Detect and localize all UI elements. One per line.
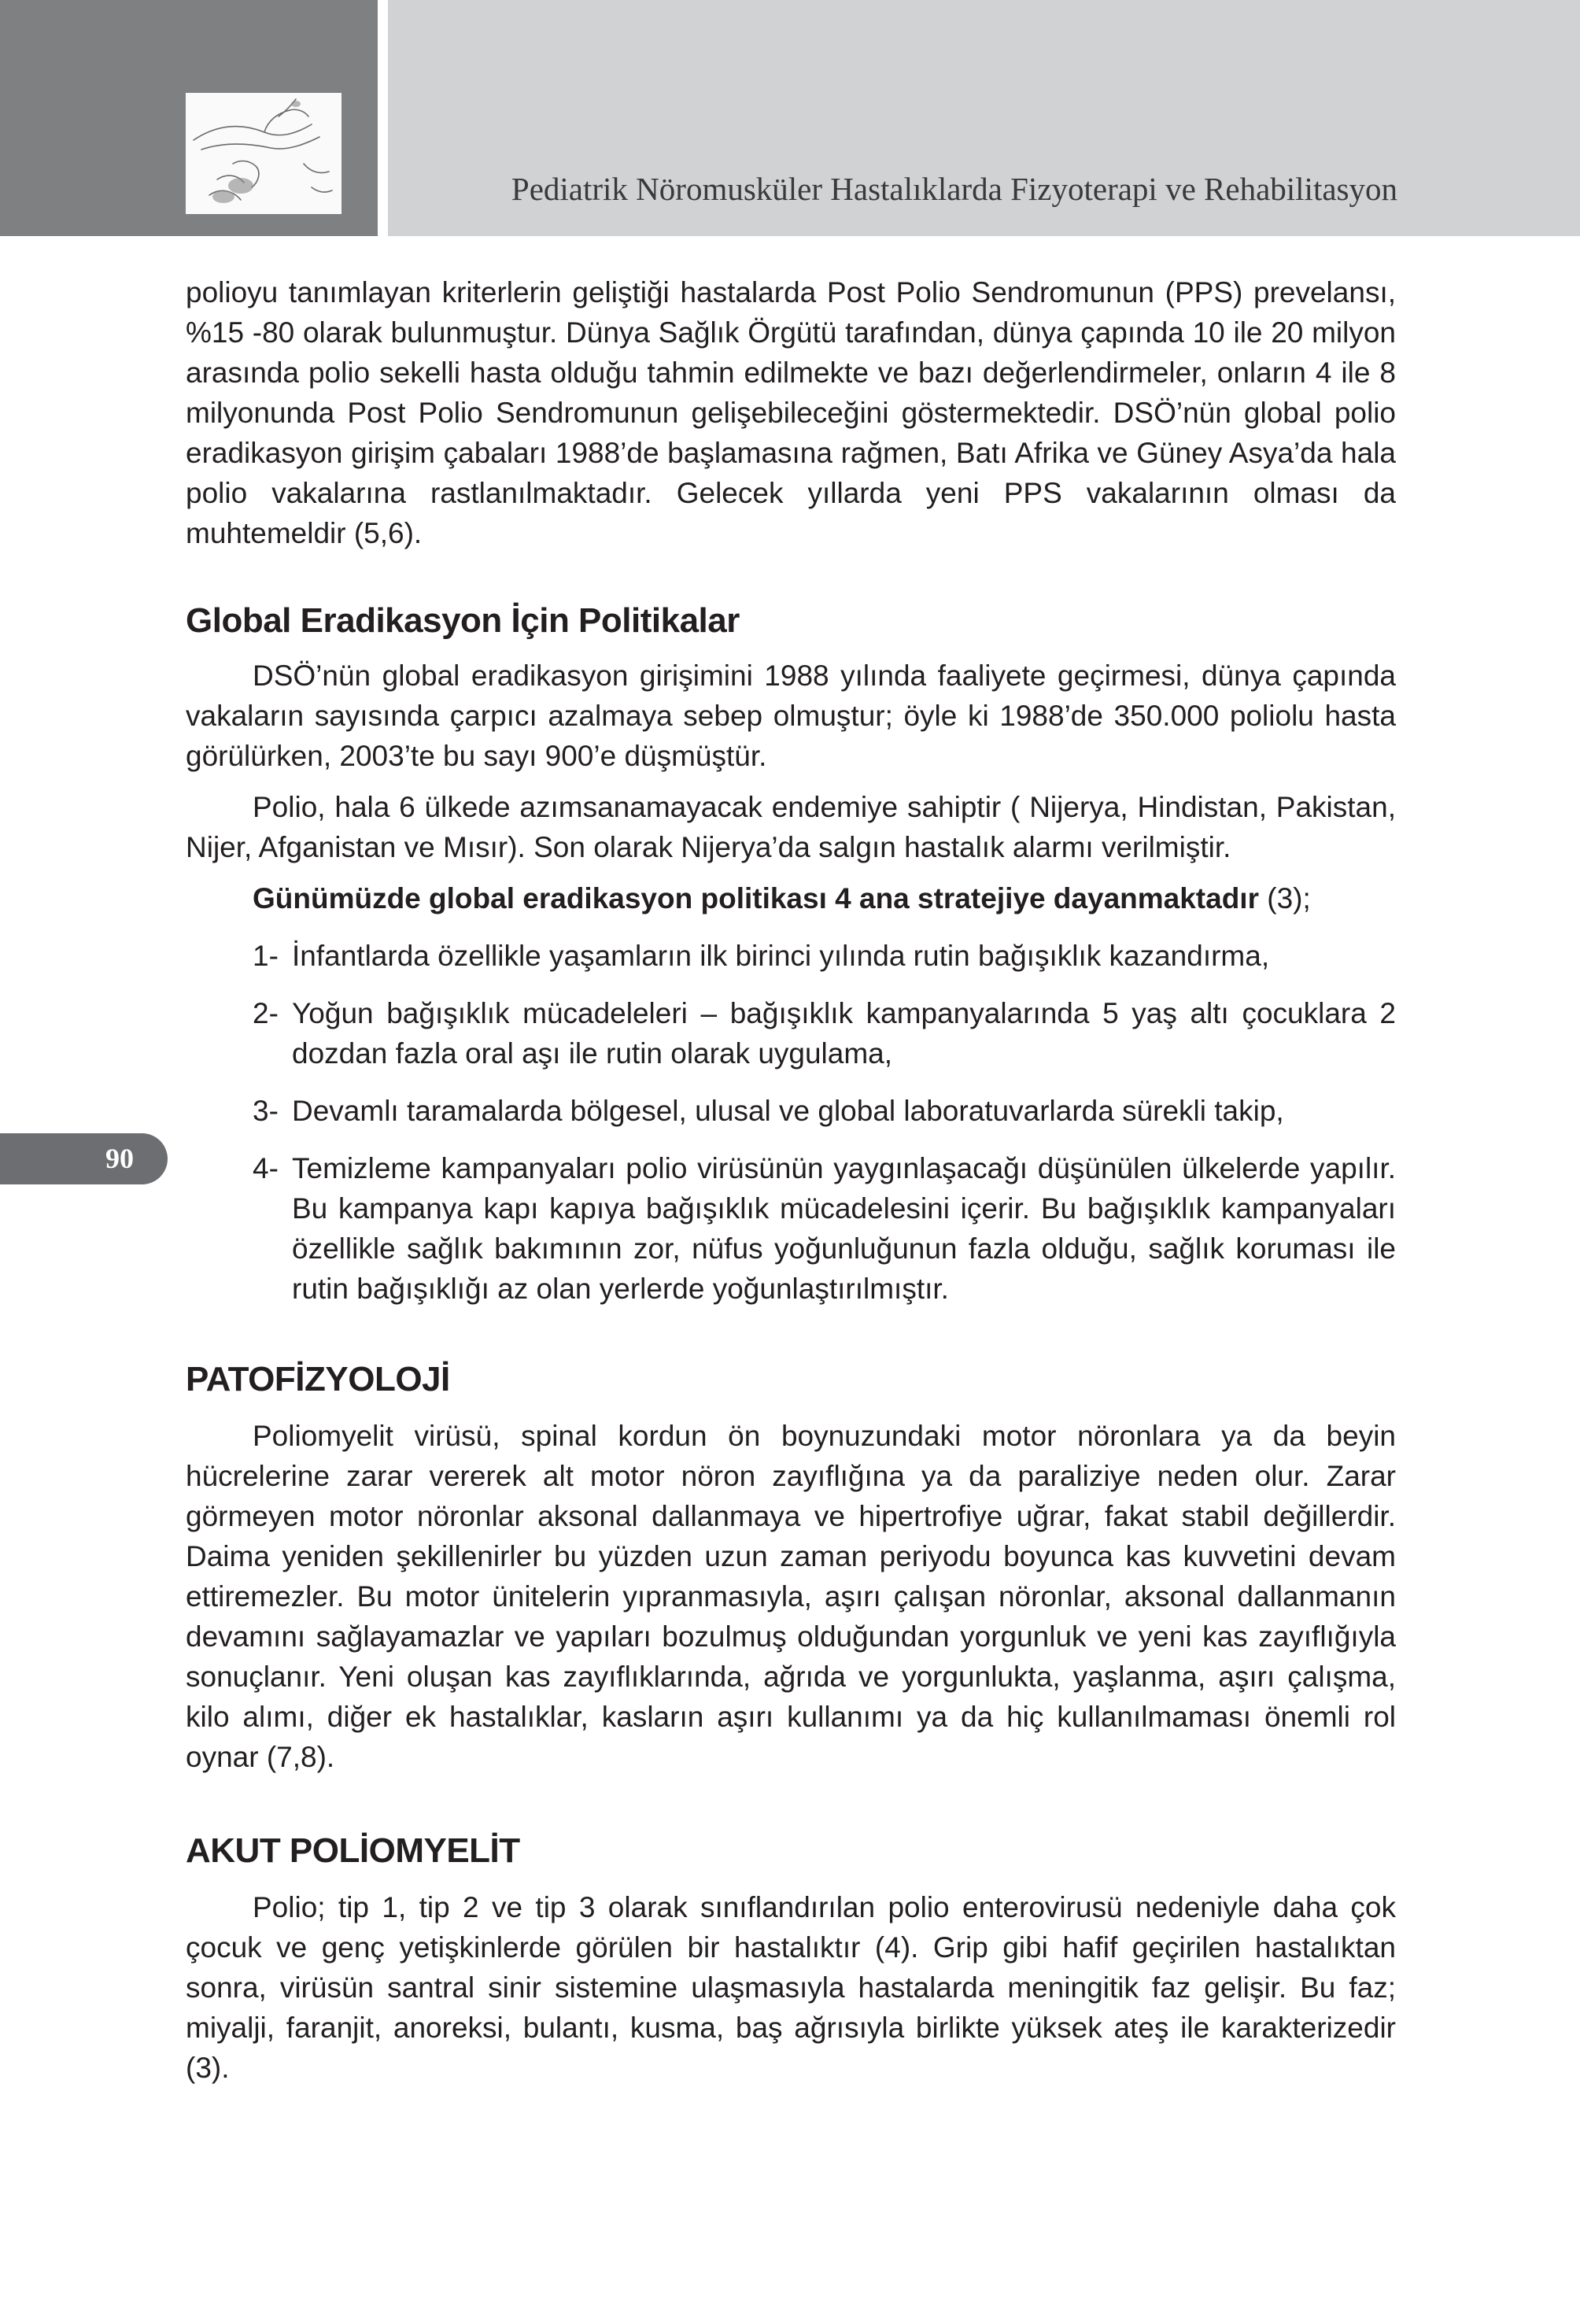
book-title: Pediatrik Nöromusküler Hastalıklarda Fizyoterapi ve Rehabilitasyon [511,171,1397,207]
acute-poliomyelitis-paragraph: Polio; tip 1, tip 2 ve tip 3 olarak sınıflandırılan polio enterovirusü nedeniyle daha çok çocuk ve genç yetişkinlerde görülen bir hastalıktır (4). Grip gibi hafif geçirilen hastalıktan sonra, virüsün santral sinir sistemine ulaşmasıyla hastalarda meningitik faz gelişir. Bu faz; miyalji, faranjit, anoreksi, bulantı, kusma, baş ağrısıyla birlikte yüksek ateş ile karakterizedir (3). [186,1891,1396,2084]
pathophysiology-paragraph: Poliomyelit virüsü, spinal kordun ön boynuzundaki motor nöronlara ya da beyin hücrelerine zarar vererek alt motor nöron zayıflığına ya da paraliziye neden olur. Zarar görmeyen motor nöronlar aksonal dallanmaya ve hipertrofiye uğrar, fakat stabil değillerdir. Daima yeniden şekillenirler bu yüzden uzun zaman periyodu boyunca kas kuvvetini devam ettiremezler. Bu motor ünitelerin yıpranmasıyla, aşırı çalışan nöronlar, aksonal dallanmanın devamını sağlayamazlar ve yapıları bozulmuş olduğundan yorgunluk ve yeni kas zayıflığıyla sonuçlanır. Yeni oluşan kas zayıflıklarında, ağrıda ve yorgunlukta, yaşlanma, aşırı çalışma, kilo alımı, diğer ek hastalıklar, kasların aşırı kullanımı ya da hiç kullanılmaması önemli rol oynar (7,8). [186,1420,1396,1773]
page-number-tab [0,1133,168,1184]
section-heading-pathophysiology: PATOFİZYOLOJİ [186,1360,450,1398]
hand-sketch-icon [186,93,341,214]
list-item [186,993,1396,1073]
strategy-lead [186,878,1396,918]
strategy-list [186,936,1396,1309]
intro-paragraph: polioyu tanımlayan kriterlerin geliştiği hastalarda Post Polio Sendromunun (PPS) prevelansı, %15 -80 olarak bulunmuştur. Dünya Sağlık Örgütü tarafından, dünya çapında 10 ile 20 milyon arasında polio sekelli hasta olduğu tahmin edilmekte ve bazı değerlendirmeler, onların 4 ile 8 milyonunda Post Polio Sendromunun gelişebileceğini göstermektedir. DSÖ’nün global polio eradikasyon girişim çabaları 1988’de başlamasına rağmen, Batı Afrika ve Güney Asya’da hala polio vakalarına rastlanılmaktadır. Gelecek yıllarda yeni PPS vakalarının olması da muhtemeldir (5,6). [186,276,1396,549]
strategy-lead-bold: Günümüzde global eradikasyon politikası 4 ana stratejiye dayanmaktadır [253,882,1259,914]
list-item [186,1148,1396,1309]
global-paragraph-2: Polio, hala 6 ülkede azımsanamayacak endemiye sahiptir ( Nijerya, Hindistan, Pakistan, Nijer, Afganistan ve Mısır). Son olarak Nijerya’da salgın hastalık alarmı verilmiştir. [186,791,1396,863]
list-item-number: 1- [253,940,279,972]
list-item [186,1091,1396,1131]
list-item-number: 3- [253,1095,279,1127]
list-item-number: 4- [253,1152,279,1184]
list-item-text: Temizleme kampanyaları polio virüsünün yaygınlaşacağı düşünülen ülkelerde yapılır. Bu kampanya kapı kapıya bağışıklık mücadelesini içerir. Bu bağışıklık kampanyaları özellikle sağlık bakımının zor, nüfus yoğunluğunun fazla olduğu, sağlık koruması ile rutin bağışıklığı az olan yerlerde yoğunlaştırılmıştır. [292,1152,1396,1305]
list-item-text: Yoğun bağışıklık mücadeleleri – bağışıklık kampanyalarında 5 yaş altı çocuklara 2 dozdan fazla oral aşı ile rutin olarak uygulama, [292,997,1396,1070]
page-content [186,272,1396,2088]
section-heading-acute-poliomyelitis: AKUT POLİOMYELİT [186,1831,520,1870]
list-item [186,936,1396,976]
list-item-number: 2- [253,997,279,1029]
hand-sketch-logo [186,93,341,214]
strategy-lead-ref: (3); [1258,882,1311,914]
global-paragraph-1: DSÖ’nün global eradikasyon girişimini 1988 yılında faaliyete geçirmesi, dünya çapında vakaların sayısında çarpıcı azalmaya sebep olmuştur; öyle ki 1988’de 350.000 poliolu hasta görülürken, 2003’te bu sayı 900’e düşmüştür. [186,660,1396,772]
list-item-text: İnfantlarda özellikle yaşamların ilk birinci yılında rutin bağışıklık kazandırma, [292,940,1270,972]
section-heading-global-eradication: Global Eradikasyon İçin Politikalar [186,601,740,640]
page-number: 90 [105,1143,134,1174]
list-item-text: Devamlı taramalarda bölgesel, ulusal ve global laboratuvarlarda sürekli takip, [292,1095,1284,1127]
